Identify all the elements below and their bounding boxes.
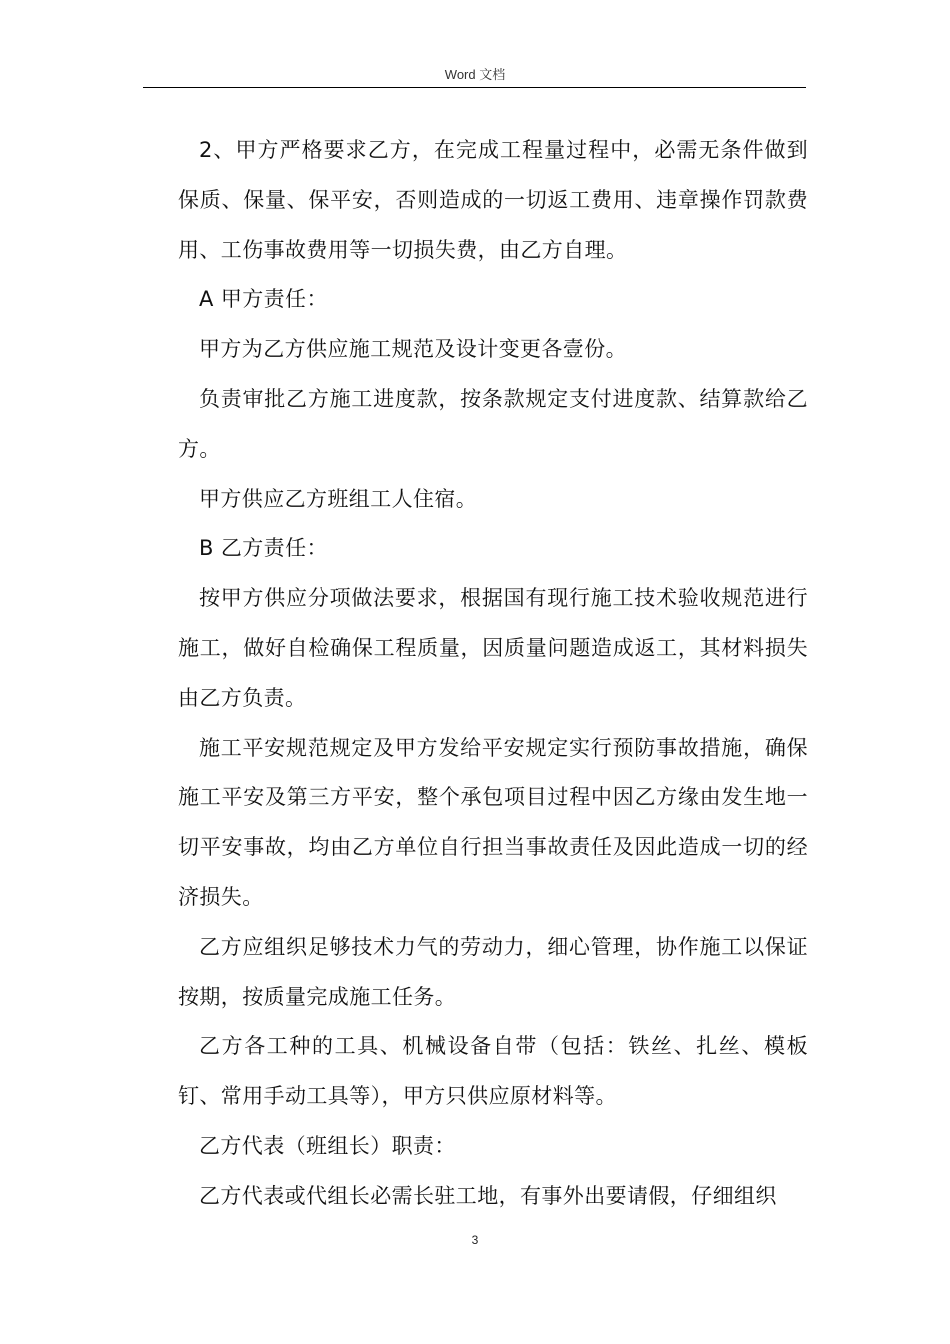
page-number: 3 (471, 1233, 479, 1247)
document-body (178, 126, 808, 1222)
document-header-title: Word 文档 (444, 67, 506, 82)
paragraph: 乙方应组织足够技术力气的劳动力，细心管理，协作施工以保证按期，按质量完成施工任务。 (178, 934, 808, 1009)
paragraph: 2、甲方严格要求乙方，在完成工程量过程中，必需无条件做到保质、保量、保平安，否则造成的一切返工费用、违章操作罚款费用、工伤事故费用等一切损失费，由乙方自理。 (178, 138, 808, 262)
header-divider (143, 87, 806, 88)
paragraph: B 乙方责任： (199, 536, 328, 561)
paragraph: 乙方代表或代组长必需长驻工地，有事外出要请假，仔细组织 (199, 1183, 777, 1208)
paragraph: 负责审批乙方施工进度款，按条款规定支付进度款、结算款给乙方。 (178, 386, 808, 461)
paragraph: 按甲方供应分项做法要求，根据国有现行施工技术验收规范进行施工，做好自检确保工程质量，因质量问题造成返工，其材料损失由乙方负责。 (178, 586, 808, 710)
paragraph: 乙方各工种的工具、机械设备自带（包括：铁丝、扎丝、模板钉、常用手动工具等），甲方只供应原材料等。 (178, 1034, 808, 1109)
paragraph: A 甲方责任： (199, 287, 328, 312)
paragraph: 甲方为乙方供应施工规范及设计变更各壹份。 (199, 337, 627, 362)
paragraph: 乙方代表（班组长）职责： (199, 1133, 456, 1158)
paragraph: 甲方供应乙方班组工人住宿。 (199, 486, 478, 511)
paragraph: 施工平安规范规定及甲方发给平安规定实行预防事故措施，确保施工平安及第三方平安，整个承包项目过程中因乙方缘由发生地一切平安事故，均由乙方单位自行担当事故责任及因此造成一切的经济损失。 (178, 735, 808, 909)
